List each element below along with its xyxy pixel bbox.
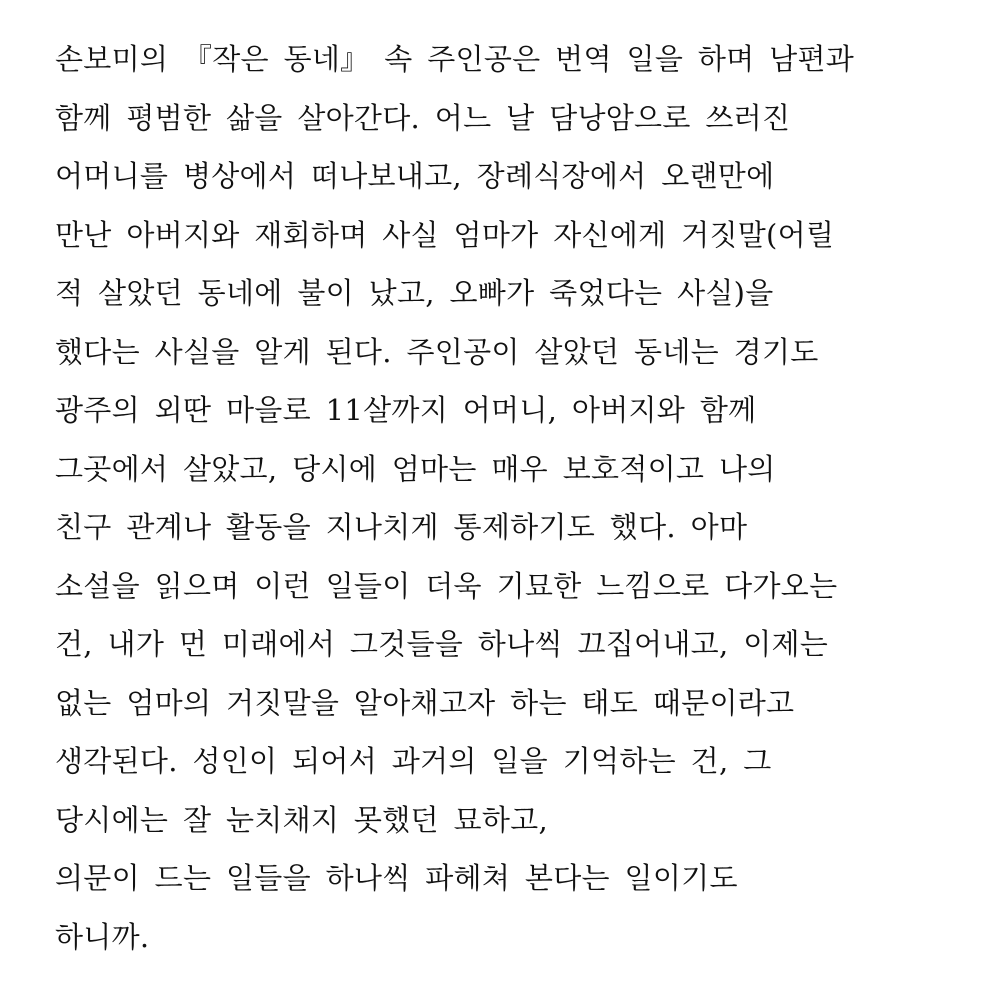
text-line: 손보미의 『작은 동네』 속 주인공은 번역 일을 하며 남편과 <box>55 42 855 76</box>
text-line: 생각된다. 성인이 되어서 과거의 일을 기억하는 건, 그 <box>55 744 772 778</box>
paragraph <box>55 30 981 966</box>
text-line: 광주의 외딴 마을로 11살까지 어머니, 아버지와 함께 <box>55 393 757 427</box>
text-line: 없는 엄마의 거짓말을 알아채고자 하는 태도 때문이라고 <box>55 685 795 720</box>
text-line: 만난 아버지와 재회하며 사실 엄마가 자신에게 거짓말(어릴 <box>55 217 835 252</box>
text-line: 적 살았던 동네에 불이 났고, 오빠가 죽었다는 사실)을 <box>55 276 774 310</box>
text-line: 그곳에서 살았고, 당시에 엄마는 매우 보호적이고 나의 <box>55 451 776 486</box>
text-line: 하니까. <box>55 919 150 954</box>
text-line: 어머니를 병상에서 떠나보내고, 장례식장에서 오랜만에 <box>55 159 775 193</box>
text-line: 건, 내가 먼 미래에서 그것들을 하나씩 끄집어내고, 이제는 <box>55 627 829 661</box>
text-line: 당시에는 잘 눈치채지 못했던 묘하고, <box>55 802 548 837</box>
text-line: 했다는 사실을 알게 된다. 주인공이 살았던 동네는 경기도 <box>55 334 819 369</box>
text-line: 소설을 읽으며 이런 일들이 더욱 기묘한 느낌으로 다가오는 <box>55 568 838 603</box>
text-line: 함께 평범한 삶을 살아간다. 어느 날 담낭암으로 쓰러진 <box>55 100 791 135</box>
text-line: 친구 관계나 활동을 지나치게 통제하기도 했다. 아마 <box>55 510 748 544</box>
text-line: 의문이 드는 일들을 하나씩 파헤쳐 본다는 일이기도 <box>55 861 738 895</box>
